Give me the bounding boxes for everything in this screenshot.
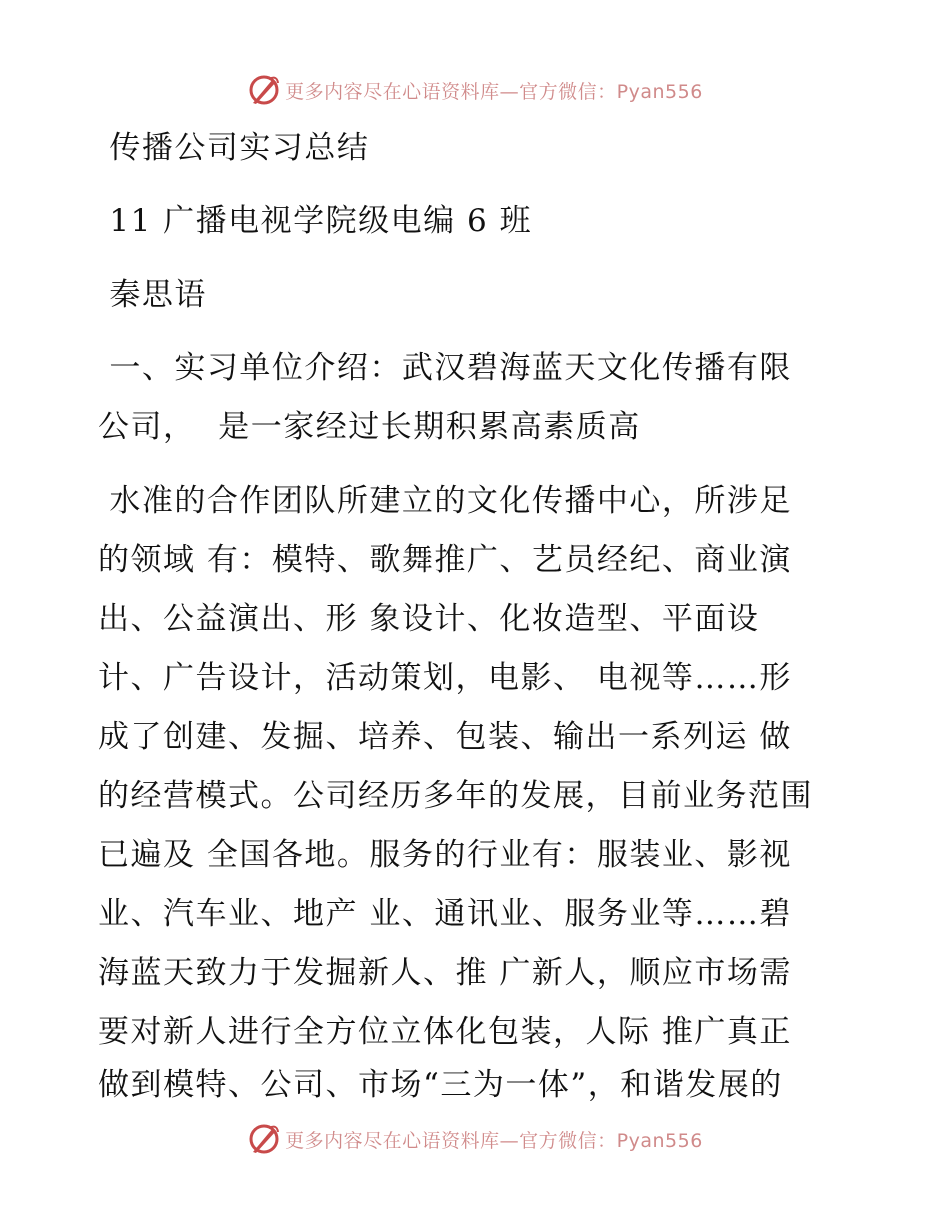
author-name: 秦思语 <box>98 277 207 313</box>
paragraph-line: 要对新人进行全方位立体化包装，人际 推广真正 <box>98 1014 792 1050</box>
paragraph-line: 海蓝天致力于发掘新人、推 广新人，顺应市场需 <box>98 955 792 991</box>
paragraph-line: 水准的合作团队所建立的文化传播中心，所涉足 <box>98 483 792 519</box>
wechat-id: Pyan556 <box>616 1129 703 1152</box>
watermark-text: 更多内容尽在心语资料库—官方微信：Pyan556 <box>285 1129 703 1152</box>
paragraph-line: 已遍及 全国各地。服务的行业有：服装业、影视 <box>98 837 792 873</box>
paragraph-line: 计、广告设计，活动策划，电影、 电视等……形 <box>98 660 792 696</box>
paragraph-line: 成了创建、发掘、培养、包装、输出一系列运 做 <box>98 719 792 755</box>
document-title: 传播公司实习总结 <box>98 130 370 166</box>
wechat-id: Pyan556 <box>616 80 703 103</box>
footer-watermark <box>0 1119 950 1159</box>
watermark-text: 更多内容尽在心语资料库—官方微信：Pyan556 <box>285 80 703 103</box>
paragraph-line: 出、公益演出、形 象设计、化妆造型、平面设 <box>98 601 760 637</box>
section-heading-line: 一、实习单位介绍：武汉碧海蓝天文化传播有限 <box>98 350 792 386</box>
paragraph-line: 的经营模式。公司经历多年的发展，目前业务范围 <box>98 778 813 814</box>
section-heading-line: 公司， 是一家经过长期积累高素质高 <box>98 409 641 445</box>
paragraph-line: 业、汽车业、地产 业、通讯业、服务业等……碧 <box>98 896 792 932</box>
paragraph-line: 做到模特、公司、市场“三为一体”，和谐发展的 <box>98 1067 783 1103</box>
paragraph-line: 的领域 有：模特、歌舞推广、艺员经纪、商业演 <box>98 542 792 578</box>
class-line: 11 广播电视学院级电编 6 班 <box>98 203 533 239</box>
quill-pen-logo-icon <box>247 1122 281 1156</box>
